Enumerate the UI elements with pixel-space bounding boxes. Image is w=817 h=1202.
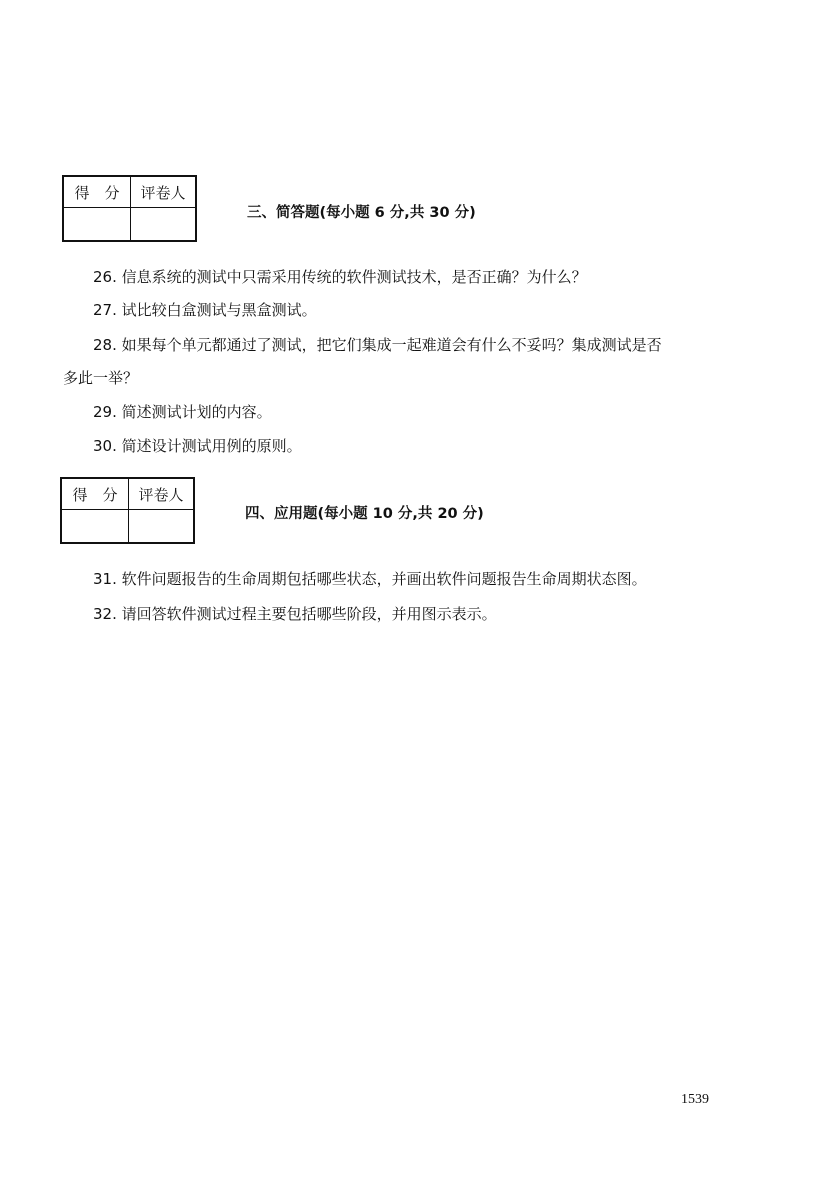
score-cell <box>61 510 129 544</box>
question-28: 28. 如果每个单元都通过了测试，把它们集成一起难道会有什么不妥吗？集成测试是否 <box>93 336 662 354</box>
score-cell <box>63 208 131 242</box>
grader-label: 评卷人 <box>131 176 197 208</box>
question-28-cont: 多此一举？ <box>63 369 139 387</box>
section3-title: 三、简答题(每小题 6 分,共 30 分) <box>247 205 476 221</box>
question-32: 32. 请回答软件测试过程主要包括哪些阶段，并用图示表示。 <box>93 605 497 623</box>
score-box-section4 <box>60 477 195 544</box>
question-31: 31. 软件问题报告的生命周期包括哪些状态，并画出软件问题报告生命周期状态图。 <box>93 570 647 588</box>
score-box-section3 <box>62 175 197 242</box>
grader-cell <box>129 510 195 544</box>
page-number: 1539 <box>681 1092 709 1107</box>
grader-label: 评卷人 <box>129 478 195 510</box>
question-29: 29. 简述测试计划的内容。 <box>93 403 272 421</box>
question-30: 30. 简述设计测试用例的原则。 <box>93 437 302 455</box>
score-label: 得 分 <box>63 176 131 208</box>
question-26: 26. 信息系统的测试中只需采用传统的软件测试技术，是否正确？为什么？ <box>93 268 587 286</box>
grader-cell <box>131 208 197 242</box>
question-27: 27. 试比较白盒测试与黑盒测试。 <box>93 301 317 319</box>
section4-title: 四、应用题(每小题 10 分,共 20 分) <box>245 506 484 522</box>
score-label: 得 分 <box>61 478 129 510</box>
